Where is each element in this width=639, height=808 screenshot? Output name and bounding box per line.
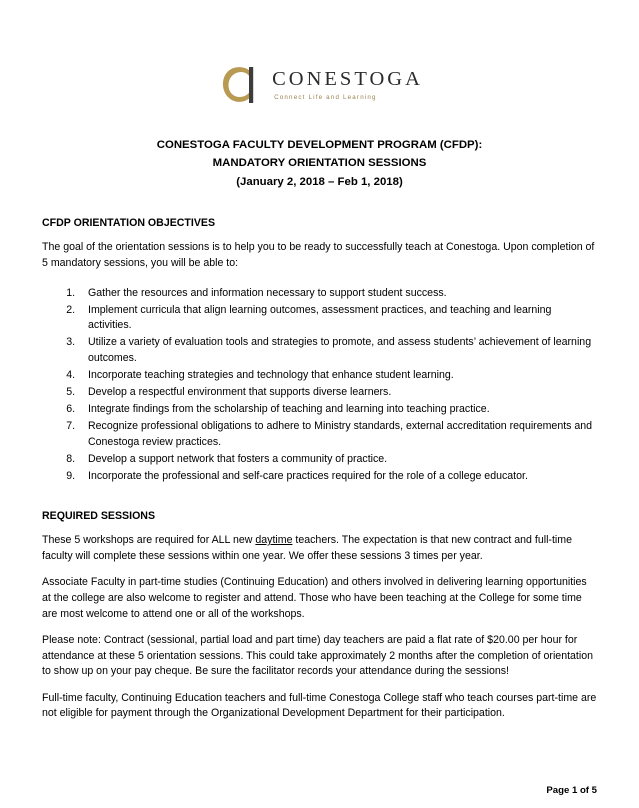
page-title [42,136,597,191]
conestoga-c-mark-icon [216,62,262,108]
logo [216,62,423,108]
list-item: 3. Utilize a variety of evaluation tools and strategies to promote, and assess students’ achievement of learning outcomes. [78,335,597,366]
objectives-intro: The goal of the orientation sessions is to help you to be ready to successfully teach at Conestoga. Upon completion of 5 mandatory sessions, you will be able to: [42,241,595,269]
title-line-2: MANDATORY ORIENTATION SESSIONS [212,157,427,170]
required-sessions-heading: REQUIRED SESSIONS [42,510,156,523]
logo-wordmark: CONESTOGA [272,68,423,91]
logo-block [42,0,597,108]
title-line-3: (January 2, 2018 – Feb 1, 2018) [236,175,403,188]
page-number: Page 1 of 5 [546,785,597,796]
required-para1-underlined-word: daytime [255,534,293,547]
list-item: 5. Develop a respectful environment that supports diverse learners. [78,385,597,401]
objectives-heading: CFDP ORIENTATION OBJECTIVES [42,217,216,230]
title-line-1: CONESTOGA FACULTY DEVELOPMENT PROGRAM (CFDP): [156,139,483,151]
logo-tagline: Connect Life and Learning [274,93,377,101]
objectives-list [42,286,597,485]
required-para1-part-a: These 5 workshops are required for ALL new [42,534,256,547]
list-item: 1. Gather the resources and information necessary to support student success. [78,286,597,302]
required-paragraph-2: Associate Faculty in part-time studies (Continuing Education) and others involved in delivering learning opportunities at the college are also welcome to register and attend. Those who have been teaching at the College for some time are most welcome to attend one or all of the workshops. [42,576,587,620]
list-item: 4. Incorporate teaching strategies and technology that enhance student learning. [78,368,597,384]
list-item: 8. Develop a support network that fosters a community of practice. [78,452,597,468]
list-item: 2. Implement curricula that align learning outcomes, assessment practices, and teaching and learning activities. [78,303,597,334]
list-item: 6. Integrate findings from the scholarship of teaching and learning into teaching practice. [78,402,597,418]
required-para1-part-b: teachers. The expectation is that new contract and full-time faculty will complete these sessions within one year. We offer these sessions 3 times per year. [42,534,572,562]
list-item: 9. Incorporate the professional and self-care practices required for the role of a college educator. [78,469,597,485]
required-paragraph-4: Full-time faculty, Continuing Education teachers and full-time Conestoga College staff who teach courses part-time are not eligible for payment through the Organizational Development Department for their participation. [42,691,597,720]
logo-text [272,69,423,101]
required-paragraph-1 [42,533,597,564]
list-item: 7. Recognize professional obligations to adhere to Ministry standards, external accreditation requirements and Conestoga review practices. [78,419,597,450]
required-paragraph-3: Please note: Contract (sessional, partial load and part time) day teachers are paid a flat rate of $20.00 per hour for attendance at these 5 orientation sessions. This could take approximately 2 months after the completion of orientation to show up on your pay cheque. Be sure the facilitator records your attendance during the sessions! [42,634,594,678]
